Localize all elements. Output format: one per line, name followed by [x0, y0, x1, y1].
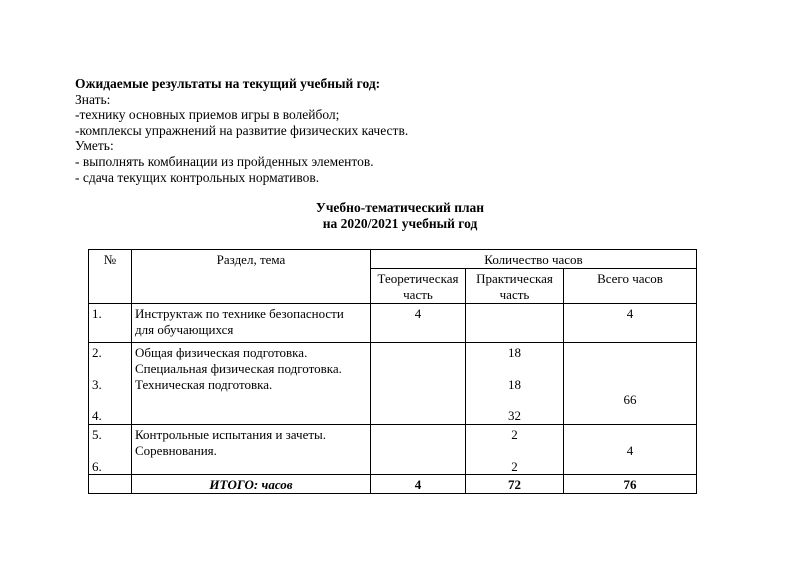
cell-line: Соревнования.: [135, 442, 217, 458]
cell-line: 18: [508, 376, 521, 392]
plan-title-line2: на 2020/2021 учебный год: [322, 215, 478, 231]
intro-line: -комплексы упражнений на развитие физических качеств.: [75, 122, 409, 138]
row-practice-cell: [466, 343, 564, 425]
cell-line: 4: [626, 442, 634, 458]
cell-line: 66: [623, 392, 637, 408]
row-total-cell: [564, 304, 697, 343]
header-num: №: [89, 250, 132, 304]
cell-line: Специальная физическая подготовка.: [135, 360, 342, 376]
cell-line: [567, 408, 693, 424]
cell-line: 2: [511, 458, 518, 474]
cell-line: 4.: [92, 408, 102, 424]
header-section: Раздел, тема: [132, 250, 371, 304]
row-total-cell: [564, 424, 697, 474]
cell-line: [567, 345, 693, 361]
cell-line: [135, 408, 367, 424]
row-theory-cell: [371, 304, 466, 343]
cell-line: Контрольные испытания и зачеты.: [135, 426, 327, 442]
intro-line: Знать:: [75, 91, 111, 107]
header-total: Всего часов: [564, 269, 697, 304]
row-theory-cell: [371, 424, 466, 474]
cell-line: Общая физическая подготовка.: [135, 345, 308, 360]
intro-line: -технику основных приемов игры в волейбол;: [75, 107, 340, 123]
row-number-cell: [89, 424, 132, 474]
cell-line: [469, 361, 560, 377]
cell-line: [135, 459, 367, 475]
total-row: [89, 475, 697, 494]
cell-line: 4: [626, 306, 634, 321]
cell-line: [374, 459, 462, 475]
cell-line: 6.: [92, 458, 102, 474]
cell-line: 4: [414, 306, 422, 321]
row-topic-cell: [132, 424, 371, 474]
cell-line: [567, 427, 693, 443]
header-theory: Теоретическая часть: [371, 269, 466, 304]
header-hours-group: Количество часов: [371, 250, 697, 269]
cell-line: [374, 443, 462, 459]
cell-line: [374, 408, 462, 424]
intro-line: - выполнять комбинации из пройденных элементов.: [75, 153, 374, 169]
cell-line: 5.: [92, 426, 102, 442]
plan-title-line1: Учебно-тематический план: [315, 200, 485, 215]
cell-line: [374, 392, 462, 408]
row-theory-cell: [371, 343, 466, 425]
header-practice: Практическая часть: [466, 269, 564, 304]
cell-line: [92, 361, 128, 377]
cell-line: [92, 392, 128, 408]
total-label: ИТОГО: часов: [132, 475, 371, 494]
cell-line: 18: [508, 345, 521, 360]
total-total: 76: [564, 475, 697, 494]
cell-line: 32: [508, 408, 521, 424]
cell-line: [374, 377, 462, 393]
cell-line: 1.: [92, 306, 102, 321]
intro-line: - сдача текущих контрольных нормативов.: [75, 169, 320, 185]
header-row-group: [89, 250, 697, 269]
cell-line: [567, 377, 693, 393]
table-row: [89, 343, 697, 425]
cell-line: для обучающихся: [135, 321, 234, 337]
row-number-cell: [89, 343, 132, 425]
row-topic-cell: [132, 304, 371, 343]
cell-line: [469, 392, 560, 408]
cell-line: Инструктаж по технике безопасности: [135, 306, 344, 321]
cell-line: 3.: [92, 376, 102, 392]
cell-line: [135, 392, 367, 408]
intro-line: Уметь:: [75, 138, 114, 154]
cell-line: [469, 306, 560, 322]
total-theory: 4: [371, 475, 466, 494]
total-practice: 72: [466, 475, 564, 494]
cell-line: [469, 443, 560, 459]
table-row: [89, 304, 697, 343]
cell-line: [567, 361, 693, 377]
cell-line: [92, 443, 128, 459]
expected-results-section: [75, 76, 408, 185]
table-row: [89, 424, 697, 474]
cell-line: Техническая подготовка.: [135, 376, 273, 392]
row-total-cell: [564, 343, 697, 425]
row-practice-cell: [466, 304, 564, 343]
cell-line: 2.: [92, 345, 102, 360]
cell-line: [374, 345, 462, 361]
thematic-plan-table: [88, 249, 697, 494]
row-number-cell: [89, 304, 132, 343]
total-number-cell: [89, 475, 132, 494]
cell-line: [374, 361, 462, 377]
row-practice-cell: [466, 424, 564, 474]
row-topic-cell: [132, 343, 371, 425]
expected-results-heading: Ожидаемые результаты на текущий учебный год:: [75, 76, 381, 91]
cell-line: 2: [511, 426, 518, 442]
cell-line: [374, 427, 462, 443]
cell-line: [567, 459, 693, 475]
plan-title: [0, 200, 800, 231]
